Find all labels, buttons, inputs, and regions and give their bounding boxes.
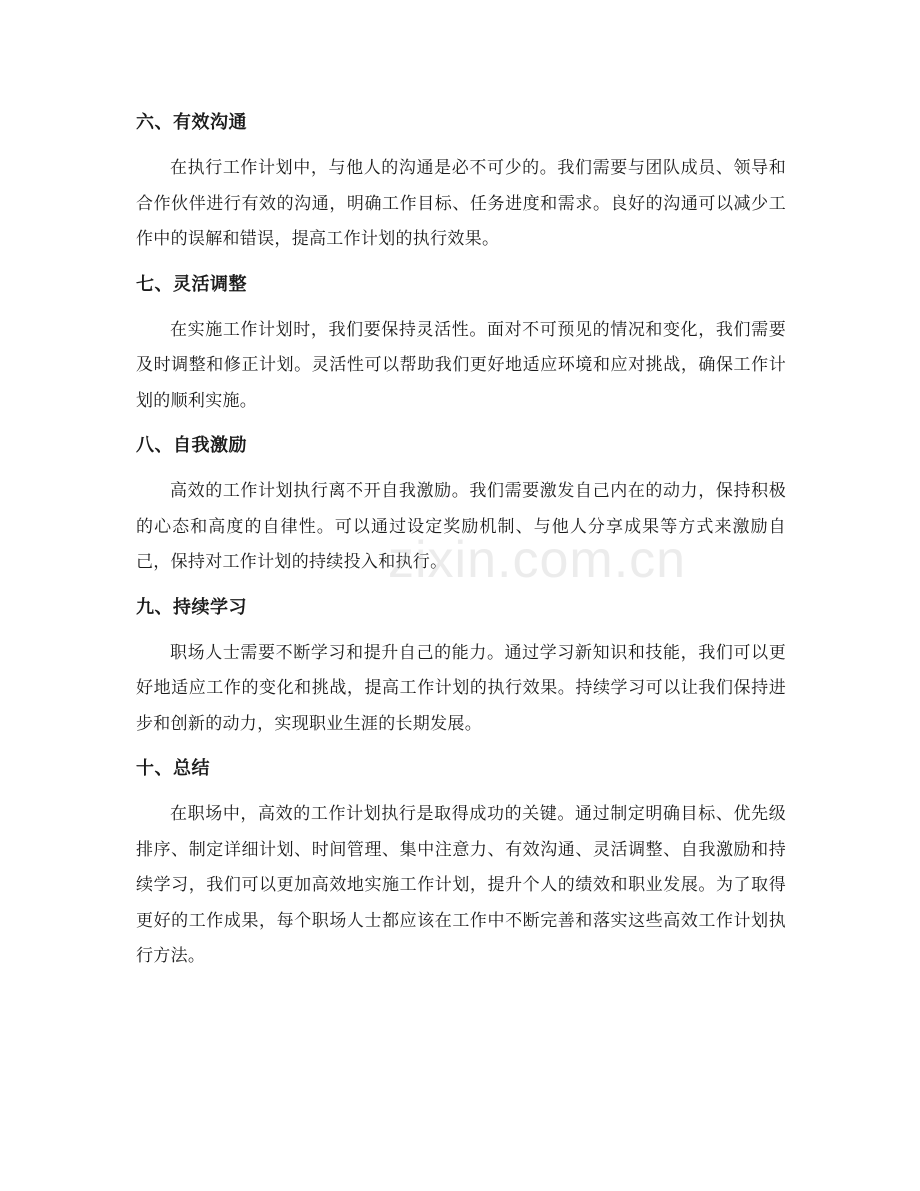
section-continuous-learning — [136, 591, 786, 743]
section-paragraph: 在执行工作计划中，与他人的沟通是必不可少的。我们需要与团队成员、领导和合作伙伴进行有效的沟通，明确工作目标、任务进度和需求。良好的沟通可以减少工作中的误解和错误，提高工作计划的执行效果。 — [136, 158, 786, 249]
watermark: zixin.com.cn — [388, 531, 687, 589]
section-summary — [136, 752, 786, 975]
section-paragraph: 在实施工作计划时，我们要保持灵活性。面对不可预见的情况和变化，我们需要及时调整和修正计划。灵活性可以帮助我们更好地适应环境和应对挑战，确保工作计划的顺利实施。 — [136, 319, 786, 411]
section-paragraph: 高效的工作计划执行离不开自我激励。我们需要激发自己内在的动力，保持积极的心态和高度的自律性。可以通过设定奖励机制、与他人分享成果等方式来激励自己，保持对工作计划的持续投入和执行。 — [136, 481, 786, 572]
section-self-motivation — [136, 429, 786, 581]
section-heading: 九、持续学习 — [136, 596, 247, 618]
section-paragraph: 职场人士需要不断学习和提升自己的能力。通过学习新知识和技能，我们可以更好地适应工作的变化和挑战，提高工作计划的执行效果。持续学习可以让我们保持进步和创新的动力，实现职业生涯的长期发展。 — [136, 642, 786, 734]
section-heading: 六、有效沟通 — [136, 112, 247, 133]
section-heading: 十、总结 — [136, 758, 210, 779]
section-paragraph: 在职场中，高效的工作计划执行是取得成功的关键。通过制定明确目标、优先级排序、制定详细计划、时间管理、集中注意力、有效沟通、灵活调整、自我激励和持续学习，我们可以更加高效地实施工作计划，提升个人的绩效和职业发展。为了取得更好的工作成果，每个职场人士都应该在工作中不断完善和落实这些高效工作计划执行方法。 — [136, 804, 786, 966]
section-flexible-adjustment — [136, 268, 786, 420]
section-effective-communication — [136, 106, 786, 258]
section-heading: 七、灵活调整 — [136, 273, 247, 295]
document-body — [136, 106, 786, 985]
section-heading: 八、自我激励 — [136, 435, 247, 456]
